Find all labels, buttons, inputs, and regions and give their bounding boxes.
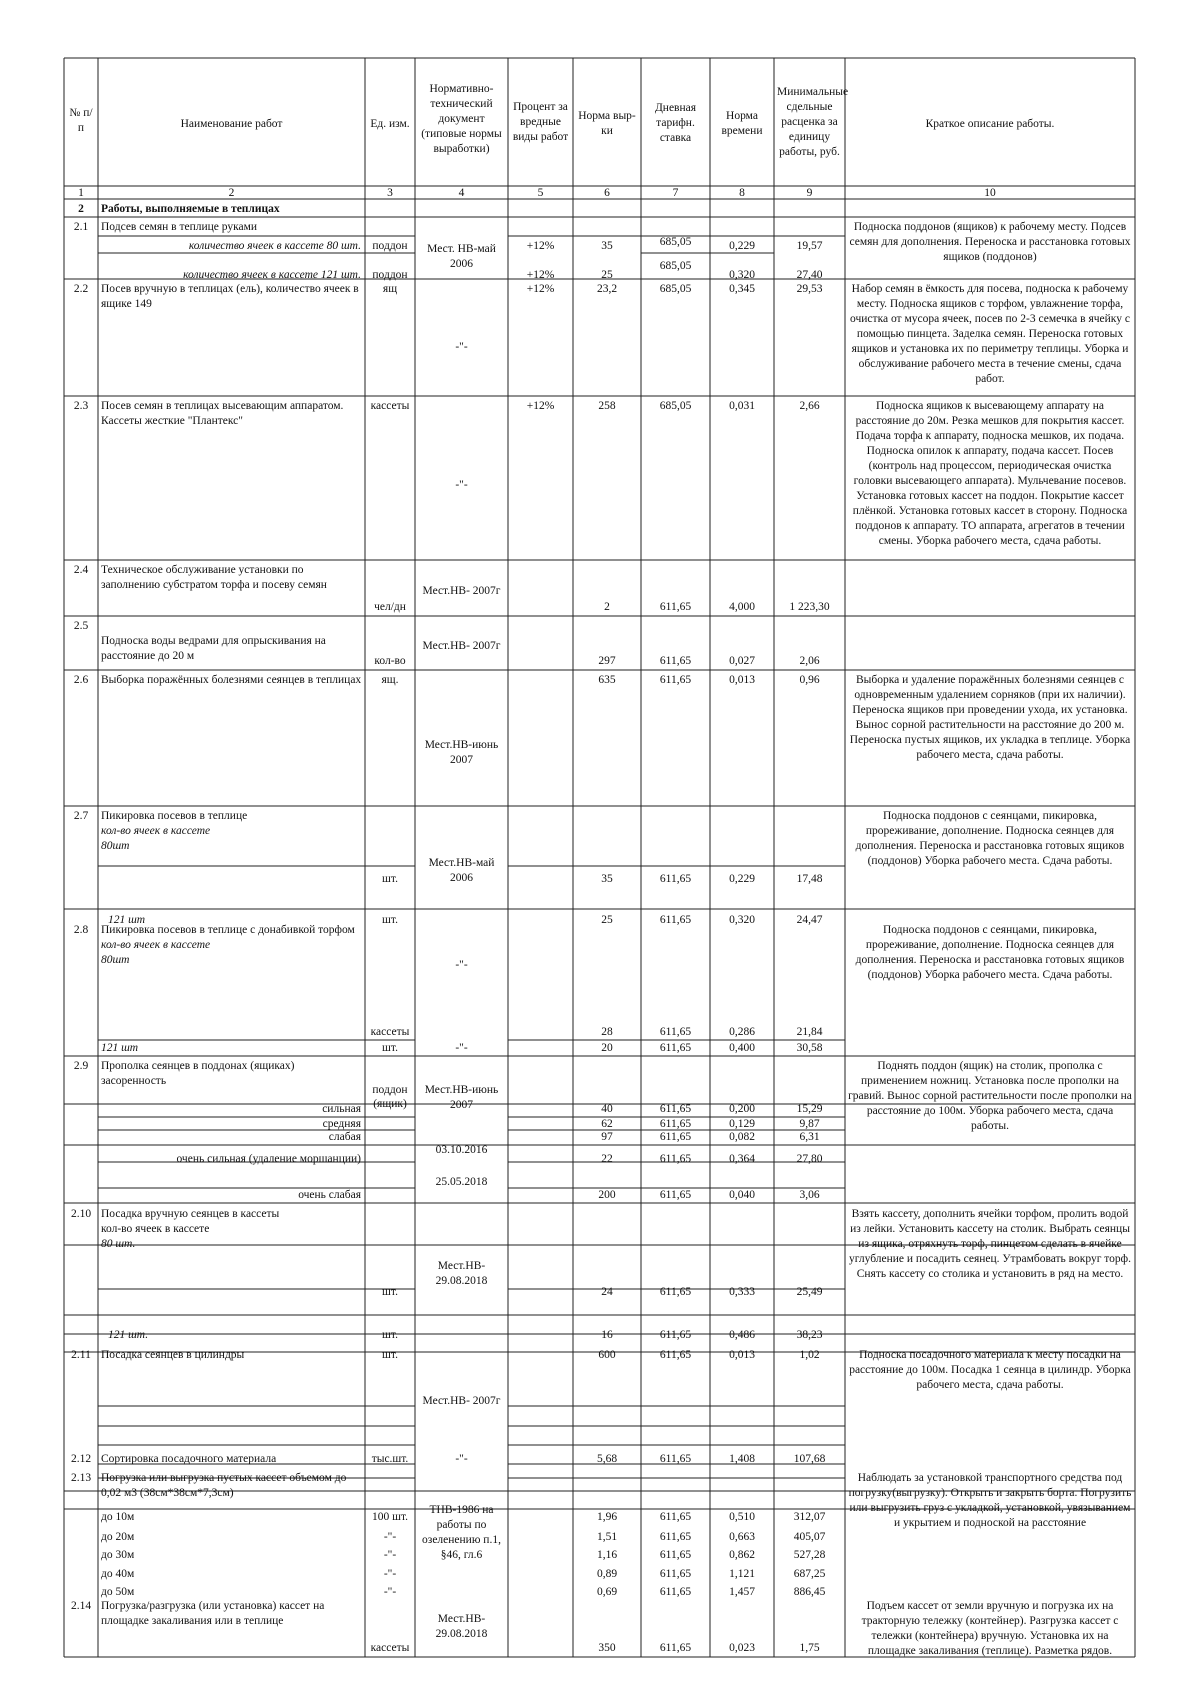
work-name: Выборка поражённых болезнями сеянцев в теплицах xyxy=(101,674,362,686)
price-value: 38,23 xyxy=(796,1329,823,1341)
norm-document: Мест.НВ- 29.08.2018 xyxy=(435,1260,488,1287)
norm-value: 297 xyxy=(598,655,616,667)
time-value: 4,000 xyxy=(729,601,755,613)
col-number: 2 xyxy=(228,187,235,199)
rate-value: 611,65 xyxy=(659,674,692,686)
work-name: Подсев семян в теплице руками xyxy=(101,221,258,233)
unit: -"- xyxy=(383,1586,397,1598)
unit: поддон xyxy=(372,269,408,281)
row-number: 2.4 xyxy=(73,564,89,576)
rate-value: 611,65 xyxy=(659,1349,692,1361)
time-value: 0,364 xyxy=(729,1153,755,1165)
norm-value: 5,68 xyxy=(596,1453,618,1465)
unit: -"- xyxy=(383,1549,397,1561)
price-value: 405,07 xyxy=(793,1531,826,1543)
time-value: 0,013 xyxy=(729,674,755,686)
sub-item: 80шт xyxy=(101,954,130,966)
work-description: Взять кассету, дополнить ячейки торфом, пролить водой из лейки. Установить кассету на столик. Выбрать сеянцы из ящика, отряхнуть торф, пинцетом сделать в ячейке углубление и посадить сеянец. Утрамбовать вокруг торф. Снять кассету со столика и установить в ряд на место. xyxy=(848,1208,1132,1280)
rate-value: 611,65 xyxy=(659,1103,692,1115)
col-number: 10 xyxy=(984,187,996,199)
unit: шт. xyxy=(382,1349,398,1361)
norm-value: 600 xyxy=(598,1349,616,1361)
sub-item: 121 шт xyxy=(101,1042,139,1054)
work-name: Погрузка/разгрузка (или установка) кассет на площадке закаливания или в теплице xyxy=(101,1600,325,1627)
work-name: Посадка вручную сеянцев в кассеты xyxy=(101,1208,280,1220)
sub-item: кол-во ячеек в кассете xyxy=(101,939,211,951)
price-value: 3,06 xyxy=(799,1189,820,1201)
col-header-number: № п/п xyxy=(69,107,93,134)
work-name: Посадка сеянцев в цилиндры xyxy=(101,1349,245,1361)
norm-value: 25 xyxy=(601,914,613,926)
norm-document: Мест. НВ-май 2006 xyxy=(427,243,496,270)
unit: кассеты xyxy=(370,1642,410,1654)
col-header-percent: Процент за вредные виды работ xyxy=(512,101,569,143)
norm-document: Мест.НВ- 29.08.2018 xyxy=(435,1613,488,1640)
price-value: 527,28 xyxy=(793,1549,826,1561)
col-header-document: Нормативно-технический документ (типовые нормы выработки) xyxy=(421,83,502,155)
norm-value: 200 xyxy=(598,1189,616,1201)
row-number: 2.9 xyxy=(73,1060,89,1072)
work-description: Подноска ящиков к высевающему аппарату на расстояние до 20м. Резка мешков для покрытия кассет. Подача торфа к аппарату, подноска мешков, их подача. Подноска опилок к аппарату, подача кассет. Посев (контроль над процессом, периодическая очистка головки высевающего аппарата). Мульчевание посевов. Установка готовых кассет на поддон. Покрытие кассет плёнкой. Установка готовых кассет в сторону. Подноска поддонов к аппарату. ТО аппарата, агрегатов в течении смены. Уборка рабочего места, сдача работы. xyxy=(852,400,1128,547)
unit: (ящик) xyxy=(373,1098,407,1110)
row-number: 2.3 xyxy=(73,400,89,412)
rate-value: 611,65 xyxy=(659,914,692,926)
price-value: 19,57 xyxy=(796,240,823,252)
norm-document: Мест.НВ-июнь 2007 xyxy=(424,739,499,766)
row-number: 2.10 xyxy=(70,1208,92,1220)
unit: 100 шт. xyxy=(371,1511,409,1523)
norm-value: 1,16 xyxy=(596,1549,618,1561)
time-value: 0,286 xyxy=(729,1026,755,1038)
sub-item: 80 шт. xyxy=(101,1238,136,1250)
percent-value: +12% xyxy=(526,283,555,295)
rate-value: 611,65 xyxy=(659,1531,692,1543)
rate-value: 611,65 xyxy=(659,873,692,885)
col-header-unit: Ед. изм. xyxy=(370,118,410,130)
unit: тыс.шт. xyxy=(371,1453,409,1465)
rate-value: 611,65 xyxy=(659,655,692,667)
norm-value: 97 xyxy=(601,1131,613,1143)
unit: чел/дн xyxy=(374,601,406,613)
section-title: Работы, выполняемые в теплицах xyxy=(101,203,280,215)
work-name: Техническое обслуживание установки по заполнению субстратом торфа и посеву семян xyxy=(101,564,327,591)
norm-value: 24 xyxy=(601,1286,613,1298)
unit: поддон xyxy=(372,1084,408,1096)
row-number: 2.5 xyxy=(73,620,89,632)
row-number: 2.6 xyxy=(73,674,89,686)
work-description: Наблюдать за установкой транспортного средства под погрузку(выгрузку). Открыть и закрыть борта. Погрузить или выгрузить груз с укладкой, установкой, увязыванием и укрытием и подноской на расстояние xyxy=(848,1472,1132,1529)
rate-value: 611,65 xyxy=(659,1118,692,1130)
sub-item: до 50м xyxy=(101,1586,135,1598)
col-header-norm: Норма выр-ки xyxy=(578,110,636,137)
work-name: Погрузка или выгрузка пустых кассет объемом до 0,02 м3 (38см*38см*7,3см) xyxy=(101,1472,347,1499)
sub-item: 80шт xyxy=(101,840,130,852)
row-number: 2.7 xyxy=(73,810,89,822)
unit: шт. xyxy=(382,1329,398,1341)
time-value: 0,320 xyxy=(729,269,755,281)
norm-document: Мест.НВ-июнь 2007 xyxy=(424,1084,499,1111)
row-number: 2.11 xyxy=(71,1349,91,1361)
col-number: 3 xyxy=(387,187,393,199)
sub-item: кол-во ячеек в кассете xyxy=(101,1223,210,1235)
rate-value: 611,65 xyxy=(659,1286,692,1298)
work-description: Подноска поддонов (ящиков) к рабочему месту. Подсев семян для дополнения. Переноска и расстановка готовых ящиков (поддонов) xyxy=(849,221,1131,263)
norm-document: -"- xyxy=(455,479,468,491)
work-description: Поднять поддон (ящик) на столик, прополка с применением ножниц. Установка после прополки на гравий. Вынос сорной растительности после прополки на расстояние до 100м. Уборка рабочего места, сдача работы. xyxy=(848,1060,1132,1132)
price-value: 687,25 xyxy=(793,1568,826,1580)
col-number: 8 xyxy=(739,187,745,199)
norm-value: 2 xyxy=(604,601,610,613)
norm-document: 03.10.2016 xyxy=(435,1144,488,1156)
work-name: Пикировка посевов в теплице с донабивкой торфом xyxy=(101,924,355,936)
work-description: Подноска посадочного материала к месту посадки на расстояние до 100м. Посадка 1 сеянца в цилиндр. Уборка рабочего места, сдача работы. xyxy=(849,1349,1131,1391)
work-name: Пикировка посевов в теплице xyxy=(101,810,248,822)
norm-document: -"- xyxy=(455,1042,468,1054)
rate-value: 611,65 xyxy=(659,1026,692,1038)
norm-document: ТНВ-1986 на работы по озеленению п.1, §46, гл.6 xyxy=(422,1504,501,1561)
col-number: 1 xyxy=(78,187,84,199)
norm-value: 28 xyxy=(601,1026,613,1038)
rate-value: 611,65 xyxy=(659,1189,692,1201)
norm-value: 1,51 xyxy=(596,1531,618,1543)
price-value: 1,02 xyxy=(799,1349,820,1361)
unit: -"- xyxy=(383,1531,397,1543)
work-name: Посев вручную в теплицах (ель), количество ячеек в ящике 149 xyxy=(101,283,359,310)
time-value: 1,408 xyxy=(729,1453,755,1465)
norm-document: 25.05.2018 xyxy=(435,1176,488,1188)
time-value: 0,129 xyxy=(729,1118,755,1130)
price-value: 2,66 xyxy=(799,400,820,412)
unit: шт. xyxy=(382,873,398,885)
col-number: 4 xyxy=(458,187,465,199)
time-value: 0,510 xyxy=(729,1511,755,1523)
unit: кассеты xyxy=(370,400,410,412)
price-value: 1,75 xyxy=(799,1642,820,1654)
time-value: 0,333 xyxy=(729,1286,755,1298)
norm-value: 20 xyxy=(601,1042,613,1054)
work-description: Подноска поддонов с сеянцами, пикировка, прореживание, дополнение. Подноска сеянцев для дополнения. Переноска и расстановка готовых ящиков (поддонов) Уборка рабочего места. Сдача работы. xyxy=(855,810,1125,867)
rate-value: 611,65 xyxy=(659,1329,692,1341)
norm-value: 23,2 xyxy=(596,283,618,295)
norm-value: 22 xyxy=(601,1153,613,1165)
work-name: Подноска воды ведрами для опрыскивания на расстояние до 20 м xyxy=(101,635,326,662)
time-value: 0,486 xyxy=(729,1329,755,1341)
price-value: 24,47 xyxy=(796,914,823,926)
col-header-name: Наименование работ xyxy=(180,118,283,130)
time-value: 0,663 xyxy=(729,1531,755,1543)
rate-value: 685,05 xyxy=(659,400,692,412)
norm-document: -"- xyxy=(455,959,468,971)
norm-value: 350 xyxy=(598,1642,616,1654)
time-value: 0,229 xyxy=(729,240,755,252)
rate-value: 611,65 xyxy=(659,1642,692,1654)
norm-document: Мест.НВ- 2007г xyxy=(422,585,501,597)
time-value: 0,082 xyxy=(729,1131,755,1143)
rate-value: 685,05 xyxy=(659,283,692,295)
price-value: 30,58 xyxy=(796,1042,823,1054)
col-header-description: Краткое описание работы. xyxy=(925,118,1055,130)
work-name: Прополка сеянцев в поддонах (ящиках) засоренность xyxy=(101,1060,295,1087)
col-header-rate: Дневная тарифн. ставка xyxy=(654,102,697,144)
time-value: 0,400 xyxy=(729,1042,755,1054)
work-description: Набор семян в ёмкость для посева, подноска к рабочему месту. Подноска ящиков с торфом, увлажнение торфа, очистка от мусора ячеек, посев по 2-3 семечка в ячейку с помощью пинцета. Заделка семян. Переноска готовых ящиков и установка их по периметру теплицы. Уборка и обслуживание рабочего места в течение смены, сдача работ. xyxy=(850,283,1130,385)
unit: шт. xyxy=(382,1042,398,1054)
time-value: 0,200 xyxy=(729,1103,755,1115)
work-description: Выборка и удаление поражённых болезнями сеянцев с одновременным удалением сорняков (при их наличии). Переноска ящиков при проведении ухода, их установка. Вынос сорной растительности на расстояние до 200 м. Переноска пустых ящиков, их укладка в теплице. Уборка рабочего места, сдача работы. xyxy=(849,674,1131,761)
price-value: 886,45 xyxy=(793,1586,826,1598)
norm-value: 258 xyxy=(598,400,616,412)
rate-value: 611,65 xyxy=(659,1131,692,1143)
unit: -"- xyxy=(383,1568,397,1580)
work-name: Сортировка посадочного материала xyxy=(101,1453,277,1465)
norm-value: 0,69 xyxy=(596,1586,618,1598)
section-number: 2 xyxy=(78,203,84,215)
work-name: Посев семян в теплицах высевающим аппаратом. Кассеты жесткие "Плантекс" xyxy=(101,400,344,427)
time-value: 0,040 xyxy=(729,1189,755,1201)
rate-value: 611,65 xyxy=(659,1042,692,1054)
norm-value: 35 xyxy=(601,873,613,885)
work-description: Подъем кассет от земли вручную и погрузка их на тракторную тележку (контейнер). Разгрузка кассет с тележки (контейнера) вручную. Установка их на площадке закаливания (теплице). Разметка рядов. xyxy=(861,1600,1119,1657)
price-value: 312,07 xyxy=(793,1511,826,1523)
col-number: 7 xyxy=(672,187,679,199)
unit: шт. xyxy=(382,1286,398,1298)
norm-value: 0,89 xyxy=(596,1568,618,1580)
unit: кол-во xyxy=(374,655,406,667)
price-value: 107,68 xyxy=(793,1453,826,1465)
norm-document: Мест.НВ- 2007г xyxy=(422,1395,501,1407)
rate-value: 611,65 xyxy=(659,1511,692,1523)
rate-value: 685,05 xyxy=(659,236,692,248)
sub-item: до 20м xyxy=(101,1531,135,1543)
norm-value: 16 xyxy=(601,1329,613,1341)
rate-value: 611,65 xyxy=(659,1568,692,1580)
percent-value: +12% xyxy=(526,269,555,281)
col-header-price: Минимальные сдельные расценка за единицу работы, руб. xyxy=(777,86,849,158)
norm-document: Мест.НВ-май 2006 xyxy=(428,857,495,884)
price-value: 6,31 xyxy=(799,1131,820,1143)
row-number: 2.2 xyxy=(73,283,89,295)
norm-document: -"- xyxy=(455,341,468,353)
price-value: 27,40 xyxy=(796,269,823,281)
percent-value: +12% xyxy=(526,400,555,412)
sub-item: количество ячеек в кассете 121 шт. xyxy=(183,269,361,281)
price-value: 9,87 xyxy=(799,1118,820,1130)
price-value: 21,84 xyxy=(796,1026,823,1038)
col-number: 9 xyxy=(806,187,813,199)
rate-value: 611,65 xyxy=(659,601,692,613)
norm-document: Мест.НВ- 2007г xyxy=(422,640,501,652)
sub-item: средняя xyxy=(322,1118,361,1130)
sub-item: кол-во ячеек в кассете xyxy=(101,825,211,837)
col-header-time: Норма времени xyxy=(721,110,763,137)
sub-item: сильная xyxy=(322,1103,361,1115)
rate-value: 685,05 xyxy=(659,260,692,272)
work-description: Подноска поддонов с сеянцами, пикировка, прореживание, дополнение. Подноска сеянцев для дополнения. Переноска и расстановка готовых ящиков (поддонов) Уборка рабочего места. Сдача работы. xyxy=(855,924,1125,981)
unit: кассеты xyxy=(370,1026,410,1038)
row-number: 2.14 xyxy=(70,1600,92,1612)
price-value: 2,06 xyxy=(799,655,820,667)
row-number: 2.1 xyxy=(73,221,89,233)
price-value: 15,29 xyxy=(796,1103,823,1115)
sub-item: количество ячеек в кассете 80 шт. xyxy=(188,240,361,252)
rate-value: 611,65 xyxy=(659,1453,692,1465)
sub-item: 121 шт xyxy=(108,914,146,926)
time-value: 1,121 xyxy=(729,1568,755,1580)
unit: шт. xyxy=(382,914,398,926)
price-value: 25,49 xyxy=(796,1286,823,1298)
price-value: 0,96 xyxy=(799,674,820,686)
time-value: 0,023 xyxy=(729,1642,755,1654)
col-number: 6 xyxy=(604,187,610,199)
rate-value: 611,65 xyxy=(659,1549,692,1561)
time-value: 0,031 xyxy=(729,400,755,412)
time-value: 0,229 xyxy=(729,873,755,885)
time-value: 1,457 xyxy=(729,1586,755,1598)
time-value: 0,013 xyxy=(729,1349,755,1361)
sub-item: слабая xyxy=(328,1131,361,1143)
row-number: 2.12 xyxy=(70,1453,92,1465)
unit: ящ xyxy=(382,283,398,295)
rate-value: 611,65 xyxy=(659,1586,692,1598)
row-number: 2.8 xyxy=(73,924,89,936)
norm-document: -"- xyxy=(455,1453,468,1465)
row-number: 2.13 xyxy=(70,1472,92,1484)
sub-item: 121 шт. xyxy=(108,1329,149,1341)
norm-value: 40 xyxy=(601,1103,613,1115)
price-value: 27,80 xyxy=(796,1153,823,1165)
price-value: 1 223,30 xyxy=(789,601,830,613)
sub-item: очень сильная (удаление моршанции) xyxy=(176,1153,361,1165)
sub-item: до 10м xyxy=(101,1511,135,1523)
norm-value: 25 xyxy=(601,269,613,281)
sub-item: до 30м xyxy=(101,1549,135,1561)
time-value: 0,345 xyxy=(729,283,755,295)
norm-value: 62 xyxy=(601,1118,613,1130)
unit: поддон xyxy=(372,240,408,252)
rate-value: 611,65 xyxy=(659,1153,692,1165)
col-number: 5 xyxy=(537,187,544,199)
percent-value: +12% xyxy=(526,240,555,252)
price-value: 17,48 xyxy=(796,873,823,885)
time-value: 0,320 xyxy=(729,914,755,926)
sub-item: очень слабая xyxy=(298,1189,361,1201)
time-value: 0,027 xyxy=(729,655,755,667)
norm-value: 35 xyxy=(601,240,613,252)
sub-item: до 40м xyxy=(101,1568,135,1580)
price-value: 29,53 xyxy=(796,283,823,295)
unit: ящ. xyxy=(381,674,399,686)
norm-value: 635 xyxy=(598,674,616,686)
time-value: 0,862 xyxy=(729,1549,755,1561)
norm-value: 1,96 xyxy=(596,1511,618,1523)
